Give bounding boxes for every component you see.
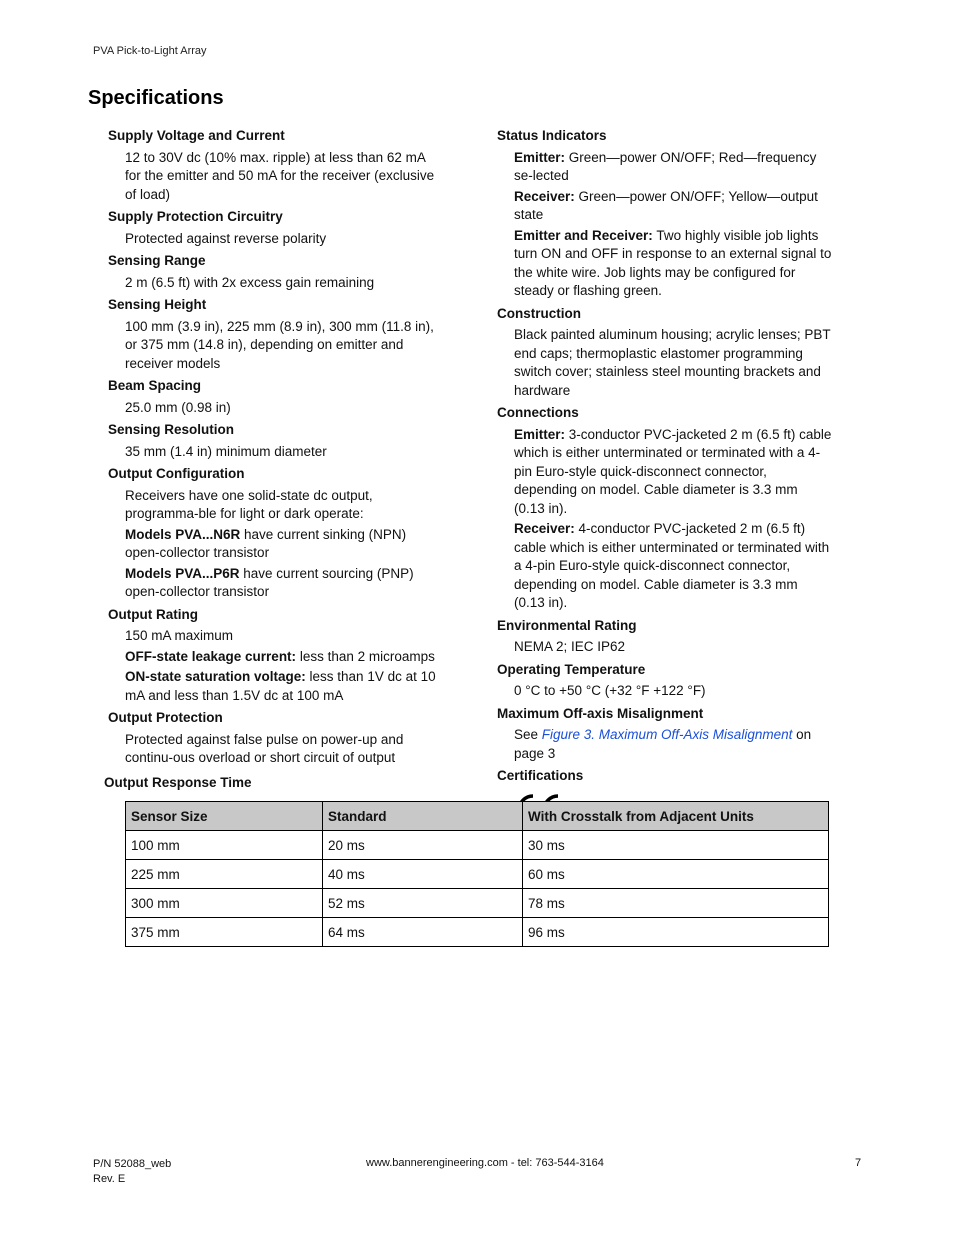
spec-block: [108, 294, 443, 373]
spec-heading: Operating Temperature: [497, 661, 646, 677]
page-number: 7: [855, 1157, 862, 1169]
spec-label: Emitter:: [514, 149, 566, 165]
spec-text: 35 mm (1.4 in) minimum diameter: [125, 443, 327, 459]
spec-body: [125, 627, 443, 646]
spec-text: 0 °C to +50 °C (+32 °F +122 °F): [514, 683, 706, 698]
table-cell: 40 ms: [323, 860, 523, 889]
spec-body: [514, 520, 832, 613]
spec-heading: Maximum Off-axis Misalignment: [497, 705, 704, 721]
spec-body: [125, 526, 443, 563]
table-cell: 100 mm: [126, 831, 323, 860]
spec-heading: Output Protection: [108, 710, 223, 725]
table-row: [126, 831, 829, 860]
spec-body: [125, 230, 443, 249]
table-cell: 30 ms: [523, 831, 829, 860]
section-title: Specifications: [88, 87, 224, 109]
page-ref-text: on page 3: [514, 727, 812, 761]
spec-label: ON-state saturation voltage:: [125, 669, 306, 684]
spec-block: [108, 250, 443, 292]
spec-body: [514, 227, 832, 301]
footer-part-info: [93, 1157, 171, 1187]
part-number: P/N 52088_web: [93, 1158, 172, 1170]
spec-block: [108, 707, 443, 768]
spec-block: [108, 125, 443, 204]
spec-text: 25.0 mm (0.98 in): [125, 399, 231, 415]
table-title: Output Response Time: [104, 775, 252, 790]
see-text: See: [514, 727, 542, 742]
table-cell: 225 mm: [126, 860, 323, 889]
spec-heading: Sensing Resolution: [108, 422, 235, 437]
output-response-table: [125, 801, 829, 947]
running-header: PVA Pick-to-Light Array: [93, 45, 207, 57]
spec-heading: Status Indicators: [497, 128, 607, 143]
spec-text: Green—power ON/OFF; Red—frequency se-lected: [514, 149, 817, 183]
figure-3-link[interactable]: Figure 3. Maximum Off-Axis Misalignment: [541, 727, 793, 742]
spec-text: 3-conductor PVC-jacketed 2 m (6.5 ft) cable which is either unterminated or terminated with a 4-pin Euro-style quick-disconnect connector, depending on model. Cable diameter is 3.3 mm (0.13 in).: [514, 426, 832, 516]
right-spec-column: [497, 125, 832, 830]
spec-block: [497, 303, 832, 401]
spec-text: Green—power ON/OFF; Yellow—output state: [514, 188, 818, 222]
spec-heading: Sensing Height: [108, 297, 207, 312]
table-cell: 78 ms: [523, 889, 829, 918]
spec-block: [497, 615, 832, 657]
spec-block: [497, 125, 832, 301]
spec-text: NEMA 2; IEC IP62: [514, 639, 626, 654]
table-cell: 60 ms: [523, 860, 829, 889]
spec-body: [514, 638, 832, 657]
spec-text: 150 mA maximum: [125, 628, 234, 643]
spec-heading: Environmental Rating: [497, 617, 637, 633]
spec-body: [125, 565, 443, 602]
spec-text: have current sinking (NPN) open-collector transistor: [125, 526, 407, 560]
spec-body: [125, 318, 443, 374]
spec-text: 4-conductor PVC-jacketed 2 m (6.5 ft) cable which is either unterminated or terminated with a 4-pin Euro-style quick-disconnect connector, depending on model. Cable diameter is 3.3 mm (0.13 in).: [514, 521, 830, 610]
table-cell: 375 mm: [126, 918, 323, 947]
spec-heading: Supply Voltage and Current: [108, 128, 285, 143]
spec-label: Emitter:: [514, 426, 566, 442]
spec-label: Models PVA...N6R: [125, 526, 241, 542]
spec-body: [514, 149, 832, 186]
spec-block: [108, 604, 443, 706]
spec-body: [514, 188, 832, 225]
spec-block: [108, 419, 443, 461]
spec-text: have current sourcing (PNP) open-collector transistor: [125, 565, 414, 599]
spec-block: [497, 659, 832, 701]
table-cell: 96 ms: [523, 918, 829, 947]
spec-text: 100 mm (3.9 in), 225 mm (8.9 in), 300 mm (11.8 in), or 375 mm (14.8 in), depending on emitter and receiver models: [125, 318, 434, 371]
spec-heading: Certifications: [497, 768, 584, 783]
table-cell: 300 mm: [126, 889, 323, 918]
spec-text: 12 to 30V dc (10% max. ripple) at less than 62 mA for the emitter and 50 mA for the receiver (exclusive of load): [125, 149, 435, 202]
spec-text: less than 2 microamps: [296, 648, 435, 664]
table-row: [126, 889, 829, 918]
spec-misalignment: [497, 703, 832, 764]
right-spec-list: [497, 125, 832, 701]
spec-text: Two highly visible job lights turn ON and OFF in response to an external signal to the white wire. Job lights may be configured for steady or flashing green.: [514, 227, 832, 298]
spec-body: [125, 668, 443, 705]
spec-heading: Sensing Range: [108, 253, 206, 268]
spec-body: [125, 274, 443, 293]
spec-body: [514, 726, 832, 763]
revision: Rev. E: [93, 1173, 126, 1185]
table-row: [126, 918, 829, 947]
spec-text: Receivers have one solid-state dc output, programma-ble for light or dark operate:: [125, 487, 373, 521]
spec-body: [514, 326, 832, 400]
spec-label: Emitter and Receiver:: [514, 227, 653, 243]
spec-text: 2 m (6.5 ft) with 2x excess gain remaining: [125, 274, 375, 290]
spec-text: Protected against reverse polarity: [125, 230, 327, 246]
table-header-row: [126, 802, 829, 831]
spec-body: [125, 731, 443, 768]
spec-heading: Beam Spacing: [108, 378, 202, 393]
header-sensor-size: Sensor Size: [126, 802, 323, 831]
spec-text: less than 1V dc at 10 mA and less than 1.5V dc at 100 mA: [125, 669, 436, 703]
spec-label: Receiver:: [514, 188, 575, 204]
table-row: [126, 860, 829, 889]
left-spec-column: [108, 125, 443, 770]
table-cell: 52 ms: [323, 889, 523, 918]
header-standard: Standard: [323, 802, 523, 831]
spec-body: [125, 443, 443, 462]
spec-heading: Construction: [497, 305, 581, 321]
spec-body: [514, 682, 832, 701]
spec-body: [125, 399, 443, 418]
spec-label: Receiver:: [514, 521, 575, 536]
table-cell: 64 ms: [323, 918, 523, 947]
spec-heading: Output Configuration: [108, 466, 245, 481]
spec-body: [125, 149, 443, 205]
spec-heading: Connections: [497, 405, 579, 420]
spec-body: [125, 648, 443, 667]
spec-text: Black painted aluminum housing; acrylic lenses; PBT end caps; thermoplastic elastomer programming switch cover; stainless steel mounting brackets and hardware: [514, 327, 831, 398]
footer-contact: www.bannerengineering.com - tel: 763-544-3164: [366, 1157, 604, 1169]
table-cell: 20 ms: [323, 831, 523, 860]
spec-heading: Output Rating: [108, 606, 198, 622]
spec-block: [108, 463, 443, 602]
spec-block: [108, 206, 443, 248]
spec-body: [125, 487, 443, 524]
spec-text: Protected against false pulse on power-up and continu-ous overload or short circuit of output: [125, 731, 404, 765]
header-crosstalk: With Crosstalk from Adjacent Units: [523, 802, 829, 831]
spec-label: OFF-state leakage current:: [125, 648, 297, 664]
spec-heading: Supply Protection Circuitry: [108, 209, 283, 224]
spec-block: [497, 402, 832, 613]
spec-body: [514, 426, 832, 519]
spec-label: Models PVA...P6R: [125, 565, 240, 581]
spec-block: [108, 375, 443, 417]
